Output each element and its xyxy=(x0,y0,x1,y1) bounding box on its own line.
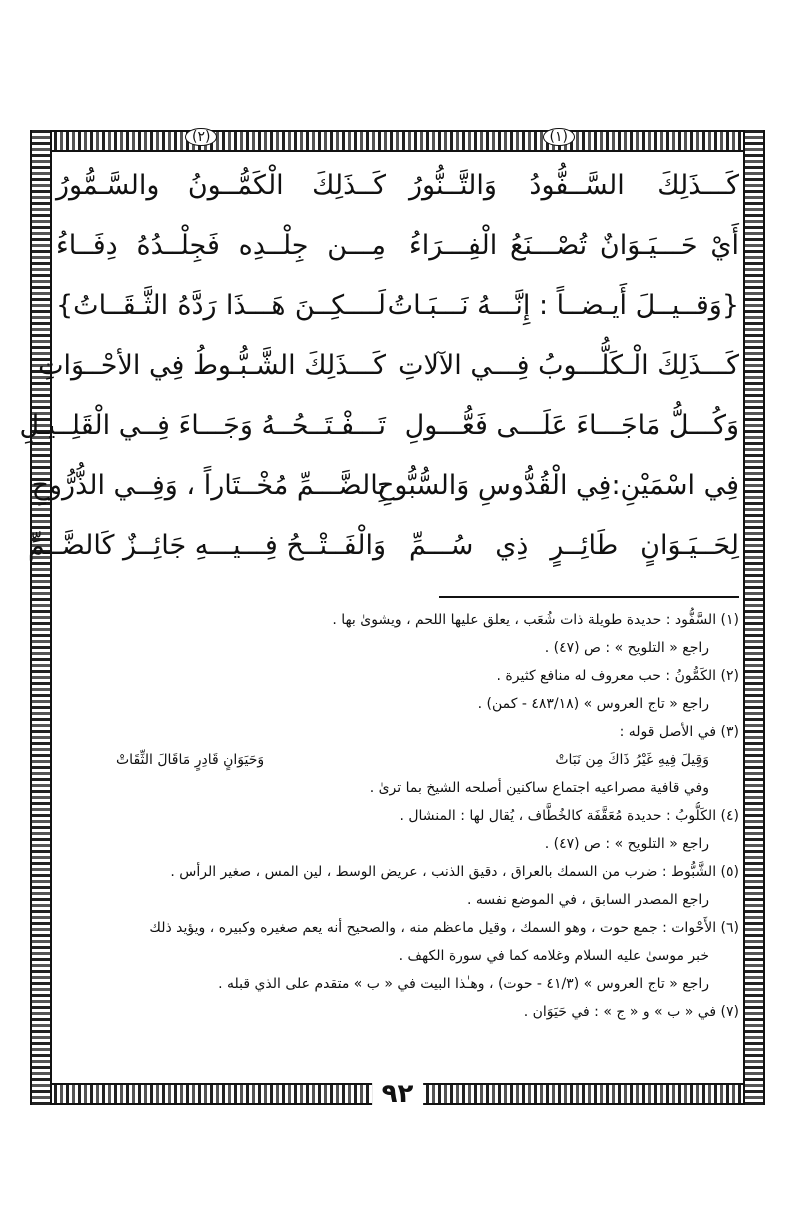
ornamental-border-right xyxy=(743,130,765,1105)
footnote-line: (٤) الكَلُّوبُ : حديدة مُعَقَّفَة كالخُطَّاف ، يُقال لها : المنشال . xyxy=(399,808,739,824)
page-number: ٩٢ xyxy=(372,1079,424,1109)
footnote-line: راجع المصدر السابق ، في الموضع نفسه . xyxy=(466,892,709,908)
verse-row xyxy=(56,156,739,216)
page-content xyxy=(19,156,739,1079)
footnote-marker-1: (١) xyxy=(543,128,575,146)
footnote-verse-quote xyxy=(56,746,739,774)
footnote-marker-2: (٢) xyxy=(185,128,217,146)
footnote-line: (٣) في الأصل قوله : xyxy=(619,724,739,740)
footnote-line: (١) السَّفُّود : حديدة طويلة ذات شُعَب ، يعلق عليها اللحم ، ويشوىٰ بها . xyxy=(332,612,739,628)
verse-right: {وَقــيــلَ أَيـضــاً : إِنَّـــهُ نَـــبَـاتُ xyxy=(387,290,739,321)
footnote-line: راجع « تاج العروس » (٤٨٣/١٨ - كمن) . xyxy=(477,696,709,712)
verse-left: وَالْفَــتْــحُ فِـــيـــهِ جَائِــزٌ كَالضَّــمِّ xyxy=(27,530,386,561)
footnote-line: راجع « تاج العروس » (٤١/٣ - حوت) ، وهـٰذا البيت في « ب » متقدم على الذي قبله . xyxy=(218,976,709,992)
footnote-line: (٦) الأَحْوات : جمع حوت ، وهو السمك ، وقيل ماعظم منه ، والصحيح أنه يعم صغيره وكبيره ، ويؤيد ذلك xyxy=(149,920,739,936)
verse-left: بِالضَّـــمِّ مُخْــتَاراً ، وَفِــي الذُّرُّوحِ xyxy=(31,470,386,501)
verse-left: تَـــفْـتَــحُــهُ وَجَـــاءَ فِــي الْقَلِــيـلِ xyxy=(19,410,386,441)
footnote-line: راجع « التلويح » : ص (٤٧) . xyxy=(544,640,709,656)
verse-row xyxy=(27,516,739,576)
quote-right: وَقِيلَ فِيهِ غَيْرُ ذَاكَ مِن نَبَاتْ xyxy=(555,752,709,768)
page-frame xyxy=(19,129,765,1109)
verse-right: وَكُـــلُّ مَاجَـــاءَ عَلَـــى فَعُّـــولِ xyxy=(404,410,739,441)
footnote-line: (٧) في « ب » و « ج » : في حَيَوَان . xyxy=(523,1004,739,1020)
verse-right: لِحَــيَـوَانٍ طَائِــرٍ ذِي سُـــمِّ xyxy=(409,530,739,561)
footnote-line: راجع « التلويح » : ص (٤٧) . xyxy=(544,836,709,852)
verse-left: كَــذَلِكَ الْكَمُّــونُ والسَّـمُّورُ xyxy=(56,170,386,201)
footnote-line: وفي قافية مصراعيه اجتماع ساكنين أصلحه الشيخ بما ترىٰ . xyxy=(369,780,709,796)
verse-row xyxy=(56,216,739,276)
verse-row xyxy=(38,336,739,396)
ornamental-border-left xyxy=(30,130,52,1105)
ornamental-border-top xyxy=(30,130,765,152)
verse-right: أَيْ حَـــيَـوَانٌ تُصْـــنَعُ الْفِـــرَاءُ xyxy=(409,230,739,261)
footnote-line: خبر موسىٰ عليه السلام وغلامه كما في سورة الكهف . xyxy=(398,948,709,964)
footnote-line: (٢) الكَمُّونُ : حب معروف له منافع كثيرة . xyxy=(496,668,739,684)
verse-row xyxy=(19,396,739,456)
verse-right: كَـــذَلِكَ الْـكَلُّـــوبُ فِـــي الآلاتِ xyxy=(398,350,739,381)
verse-right: فِي اسْمَيْنِ:فِي الْقُدُّوسِ وَالسُّبُّوحِ xyxy=(376,470,739,501)
verse-row xyxy=(56,276,739,336)
quote-left: وَحَيَوَانٍ قَادِرٍ مَاقَالَ الثِّقَاتْ xyxy=(116,752,265,768)
verse-row xyxy=(31,456,739,516)
footnote-line: (٥) الشَّبُّوط : ضرب من السمك بالعراق ، دقيق الذنب ، عريض الوسط ، لين المس ، صغير الرأس . xyxy=(170,864,739,880)
verse-left: كَـــذَلِكَ الشَّـبُّـوطُ فِي الأحْــوَاتِ xyxy=(38,350,386,381)
poem-verses xyxy=(19,156,739,566)
verse-left: مِـــن جِلْــدِه فَجِلْــدُهُ دِفَــاءُ xyxy=(56,230,386,261)
footnotes xyxy=(56,606,739,1026)
footnote-separator xyxy=(439,596,739,598)
verse-right: كَـــذَلِكَ السَّــفُّودُ وَالتَّــنُّورُ xyxy=(409,170,739,201)
verse-left: لَــــكِــنَ هَـــذَا رَدَّهُ الثَّـقَــاتُ} xyxy=(56,290,386,321)
